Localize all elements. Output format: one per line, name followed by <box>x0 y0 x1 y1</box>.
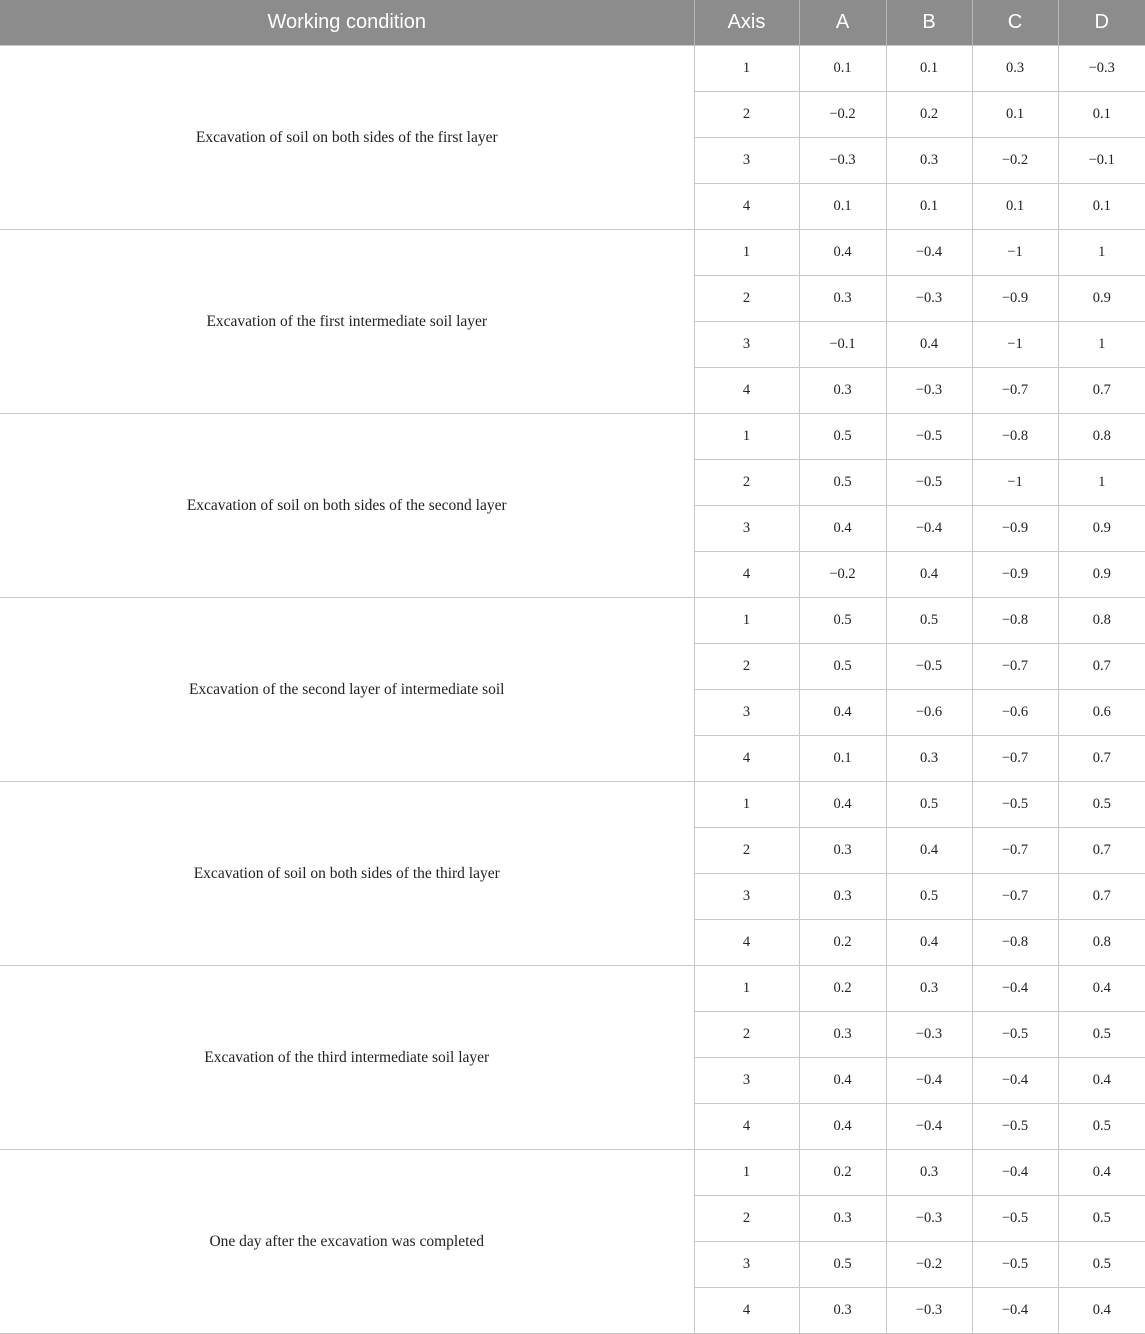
axis-cell: 4 <box>694 552 799 598</box>
value-c-cell: −0.9 <box>972 506 1058 552</box>
value-c-cell: 0.3 <box>972 46 1058 92</box>
axis-cell: 2 <box>694 1012 799 1058</box>
value-b-cell: 0.1 <box>886 46 972 92</box>
table-row <box>0 598 1145 644</box>
table-body <box>0 46 1145 1334</box>
value-c-cell: −0.9 <box>972 552 1058 598</box>
value-a-cell: 0.4 <box>799 1058 886 1104</box>
value-d-cell: 0.4 <box>1058 966 1145 1012</box>
value-a-cell: 0.3 <box>799 368 886 414</box>
value-b-cell: 0.4 <box>886 920 972 966</box>
header-b: B <box>886 0 972 46</box>
value-a-cell: 0.4 <box>799 230 886 276</box>
value-d-cell: 0.7 <box>1058 644 1145 690</box>
axis-cell: 3 <box>694 1058 799 1104</box>
working-condition-cell: Excavation of soil on both sides of the first layer <box>0 46 694 230</box>
value-b-cell: 0.1 <box>886 184 972 230</box>
working-condition-cell: Excavation of the second layer of intermediate soil <box>0 598 694 782</box>
value-d-cell: 0.7 <box>1058 828 1145 874</box>
value-c-cell: −0.5 <box>972 1104 1058 1150</box>
value-c-cell: −0.6 <box>972 690 1058 736</box>
value-a-cell: 0.1 <box>799 736 886 782</box>
header-a: A <box>799 0 886 46</box>
table-row <box>0 1150 1145 1196</box>
value-c-cell: −0.8 <box>972 598 1058 644</box>
value-c-cell: −1 <box>972 322 1058 368</box>
table-row <box>0 230 1145 276</box>
value-b-cell: −0.3 <box>886 1012 972 1058</box>
value-b-cell: −0.4 <box>886 230 972 276</box>
value-a-cell: −0.1 <box>799 322 886 368</box>
value-b-cell: −0.4 <box>886 1104 972 1150</box>
axis-cell: 4 <box>694 920 799 966</box>
value-b-cell: 0.5 <box>886 598 972 644</box>
working-condition-cell: Excavation of the third intermediate soil layer <box>0 966 694 1150</box>
value-b-cell: 0.4 <box>886 322 972 368</box>
header-axis: Axis <box>694 0 799 46</box>
value-a-cell: 0.2 <box>799 1150 886 1196</box>
value-c-cell: −0.7 <box>972 736 1058 782</box>
value-d-cell: 0.4 <box>1058 1288 1145 1334</box>
value-c-cell: −1 <box>972 460 1058 506</box>
value-a-cell: 0.3 <box>799 1288 886 1334</box>
value-c-cell: −0.5 <box>972 782 1058 828</box>
value-a-cell: −0.2 <box>799 552 886 598</box>
axis-cell: 4 <box>694 1104 799 1150</box>
value-a-cell: 0.3 <box>799 828 886 874</box>
value-c-cell: −0.7 <box>972 828 1058 874</box>
value-a-cell: 0.3 <box>799 874 886 920</box>
value-c-cell: −0.5 <box>972 1196 1058 1242</box>
value-d-cell: 0.1 <box>1058 184 1145 230</box>
value-b-cell: 0.3 <box>886 736 972 782</box>
working-condition-cell: Excavation of soil on both sides of the second layer <box>0 414 694 598</box>
axis-cell: 1 <box>694 782 799 828</box>
value-b-cell: −0.3 <box>886 276 972 322</box>
value-d-cell: 0.1 <box>1058 92 1145 138</box>
axis-cell: 2 <box>694 276 799 322</box>
axis-cell: 2 <box>694 460 799 506</box>
header-working-condition: Working condition <box>0 0 694 46</box>
value-d-cell: 0.9 <box>1058 552 1145 598</box>
value-b-cell: 0.3 <box>886 1150 972 1196</box>
value-d-cell: 0.8 <box>1058 414 1145 460</box>
value-c-cell: −0.9 <box>972 276 1058 322</box>
value-b-cell: 0.3 <box>886 138 972 184</box>
value-b-cell: 0.2 <box>886 92 972 138</box>
value-c-cell: 0.1 <box>972 184 1058 230</box>
value-a-cell: 0.3 <box>799 1196 886 1242</box>
value-a-cell: 0.4 <box>799 782 886 828</box>
value-a-cell: 0.5 <box>799 598 886 644</box>
axis-cell: 2 <box>694 644 799 690</box>
value-d-cell: 0.9 <box>1058 276 1145 322</box>
header-c: C <box>972 0 1058 46</box>
axis-cell: 2 <box>694 828 799 874</box>
value-d-cell: 0.5 <box>1058 1104 1145 1150</box>
value-b-cell: −0.5 <box>886 414 972 460</box>
value-c-cell: −0.7 <box>972 644 1058 690</box>
value-d-cell: 0.7 <box>1058 368 1145 414</box>
value-a-cell: 0.5 <box>799 1242 886 1288</box>
header-row <box>0 0 1145 46</box>
value-c-cell: −0.2 <box>972 138 1058 184</box>
value-d-cell: 0.5 <box>1058 1012 1145 1058</box>
value-d-cell: 0.8 <box>1058 598 1145 644</box>
value-d-cell: 0.7 <box>1058 736 1145 782</box>
value-c-cell: −1 <box>972 230 1058 276</box>
value-a-cell: 0.3 <box>799 276 886 322</box>
value-a-cell: 0.4 <box>799 506 886 552</box>
axis-cell: 3 <box>694 138 799 184</box>
value-a-cell: 0.2 <box>799 920 886 966</box>
value-c-cell: −0.4 <box>972 1150 1058 1196</box>
value-d-cell: 1 <box>1058 322 1145 368</box>
axis-cell: 2 <box>694 1196 799 1242</box>
axis-cell: 4 <box>694 184 799 230</box>
value-b-cell: 0.5 <box>886 874 972 920</box>
axis-cell: 1 <box>694 966 799 1012</box>
value-b-cell: −0.2 <box>886 1242 972 1288</box>
value-c-cell: −0.4 <box>972 966 1058 1012</box>
value-d-cell: 0.8 <box>1058 920 1145 966</box>
table-row <box>0 782 1145 828</box>
axis-cell: 1 <box>694 46 799 92</box>
value-b-cell: 0.5 <box>886 782 972 828</box>
axis-cell: 4 <box>694 736 799 782</box>
value-c-cell: −0.8 <box>972 414 1058 460</box>
value-b-cell: −0.4 <box>886 1058 972 1104</box>
header-d: D <box>1058 0 1145 46</box>
value-d-cell: 0.5 <box>1058 782 1145 828</box>
axis-cell: 1 <box>694 1150 799 1196</box>
table-row <box>0 966 1145 1012</box>
axis-cell: 3 <box>694 874 799 920</box>
value-a-cell: 0.5 <box>799 644 886 690</box>
value-c-cell: −0.5 <box>972 1012 1058 1058</box>
value-d-cell: 0.7 <box>1058 874 1145 920</box>
axis-cell: 2 <box>694 92 799 138</box>
value-b-cell: −0.3 <box>886 1196 972 1242</box>
value-b-cell: 0.4 <box>886 552 972 598</box>
value-d-cell: 0.5 <box>1058 1196 1145 1242</box>
axis-cell: 4 <box>694 368 799 414</box>
axis-cell: 1 <box>694 230 799 276</box>
value-d-cell: 0.6 <box>1058 690 1145 736</box>
value-d-cell: 1 <box>1058 230 1145 276</box>
value-d-cell: −0.1 <box>1058 138 1145 184</box>
value-d-cell: 1 <box>1058 460 1145 506</box>
value-b-cell: −0.4 <box>886 506 972 552</box>
value-b-cell: 0.4 <box>886 828 972 874</box>
value-a-cell: 0.4 <box>799 1104 886 1150</box>
value-b-cell: −0.3 <box>886 368 972 414</box>
value-a-cell: −0.2 <box>799 92 886 138</box>
value-a-cell: 0.5 <box>799 414 886 460</box>
value-c-cell: −0.4 <box>972 1058 1058 1104</box>
table-row <box>0 414 1145 460</box>
value-a-cell: −0.3 <box>799 138 886 184</box>
value-b-cell: −0.5 <box>886 644 972 690</box>
axis-cell: 1 <box>694 598 799 644</box>
value-a-cell: 0.1 <box>799 46 886 92</box>
axis-cell: 4 <box>694 1288 799 1334</box>
working-condition-cell: Excavation of the first intermediate soil layer <box>0 230 694 414</box>
value-d-cell: 0.4 <box>1058 1150 1145 1196</box>
value-a-cell: 0.2 <box>799 966 886 1012</box>
axis-cell: 3 <box>694 506 799 552</box>
axis-cell: 1 <box>694 414 799 460</box>
value-a-cell: 0.5 <box>799 460 886 506</box>
table-row <box>0 46 1145 92</box>
value-b-cell: −0.3 <box>886 1288 972 1334</box>
value-c-cell: −0.8 <box>972 920 1058 966</box>
value-c-cell: −0.5 <box>972 1242 1058 1288</box>
value-c-cell: −0.4 <box>972 1288 1058 1334</box>
value-c-cell: 0.1 <box>972 92 1058 138</box>
value-b-cell: −0.6 <box>886 690 972 736</box>
value-a-cell: 0.1 <box>799 184 886 230</box>
axis-cell: 3 <box>694 1242 799 1288</box>
working-condition-cell: One day after the excavation was completed <box>0 1150 694 1334</box>
working-condition-cell: Excavation of soil on both sides of the third layer <box>0 782 694 966</box>
value-d-cell: 0.5 <box>1058 1242 1145 1288</box>
value-c-cell: −0.7 <box>972 368 1058 414</box>
value-b-cell: −0.5 <box>886 460 972 506</box>
axis-cell: 3 <box>694 322 799 368</box>
value-d-cell: −0.3 <box>1058 46 1145 92</box>
value-a-cell: 0.4 <box>799 690 886 736</box>
axis-cell: 3 <box>694 690 799 736</box>
value-d-cell: 0.4 <box>1058 1058 1145 1104</box>
value-d-cell: 0.9 <box>1058 506 1145 552</box>
value-c-cell: −0.7 <box>972 874 1058 920</box>
value-b-cell: 0.3 <box>886 966 972 1012</box>
value-a-cell: 0.3 <box>799 1012 886 1058</box>
